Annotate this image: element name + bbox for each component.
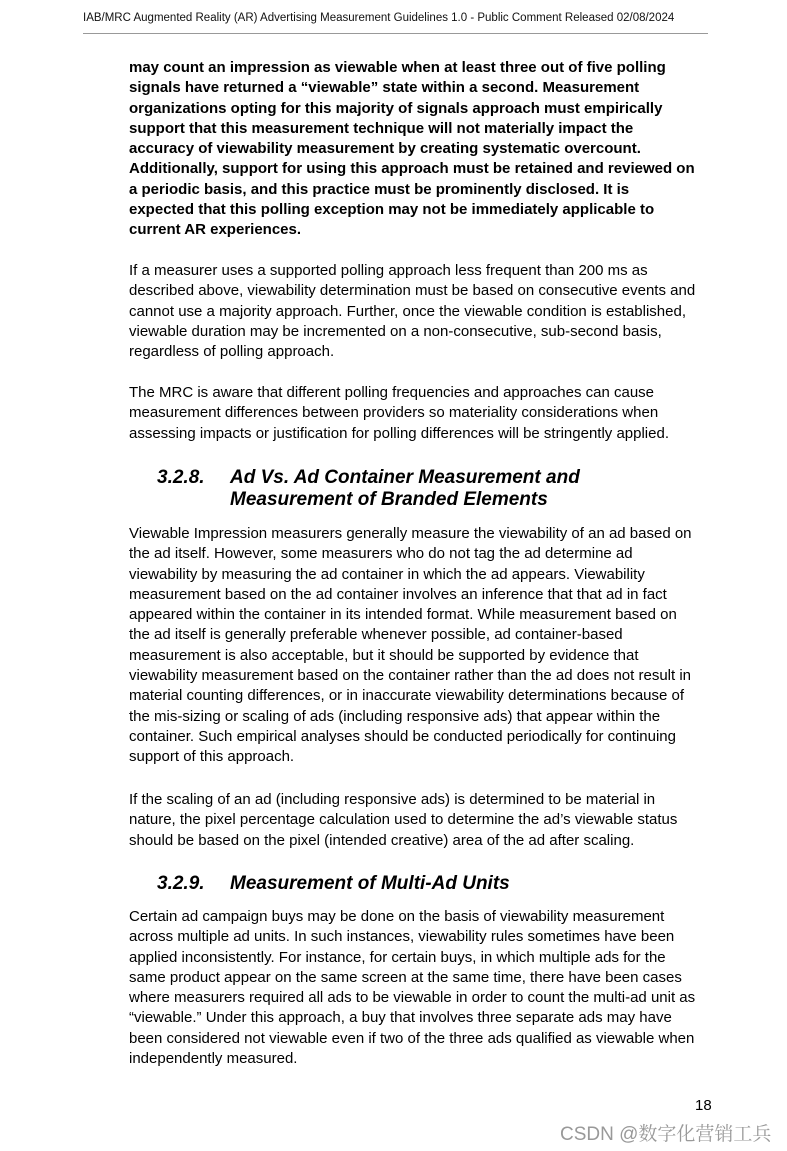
text-line: the ad itself. However, some measurers who do not tag the ad determine ad xyxy=(129,545,633,563)
text-line: nature, the pixel percentage calculation used to determine the ad’s viewable status xyxy=(129,811,678,829)
text-line: Certain ad campaign buys may be done on the basis of viewability measurement xyxy=(129,908,665,925)
text-line: same product appear on the same screen at the same time, there have been cases xyxy=(129,968,682,986)
text-line: expected that this polling exception may not be immediately applicable to xyxy=(129,201,655,219)
section-number: 3.2.9. xyxy=(157,873,205,894)
text-line: viewability measurement based on the container rather than the ad does not result in xyxy=(129,667,692,685)
text-line: If a measurer uses a supported polling approach less frequent than 200 ms as xyxy=(129,262,648,279)
text-line: assessing impacts or justification for polling differences will be stringently applied. xyxy=(129,424,669,442)
paragraph-polling-frequency xyxy=(129,261,695,362)
section-title-line: Ad Vs. Ad Container Measurement and xyxy=(230,467,580,488)
text-line: measurement is also acceptable, but it should be supported by evidence that xyxy=(129,646,639,664)
text-line: cannot use a majority approach. Further, once the viewable condition is established, xyxy=(129,302,686,320)
paragraph-mrc-aware xyxy=(129,383,669,444)
text-line: regardless of polling approach. xyxy=(129,343,335,361)
text-line: organizations opting for this majority of signals approach must empirically xyxy=(129,99,663,117)
text-line: “viewable.” Under this approach, a buy that involves three separate ads may have xyxy=(129,1009,672,1027)
text-line: a periodic basis, and this practice must be prominently disclosed. It is xyxy=(129,180,630,198)
text-line: measurement differences between providers so materiality considerations when xyxy=(129,404,659,422)
text-line: If the scaling of an ad (including responsive ads) is determined to be material in xyxy=(129,791,656,808)
section-number: 3.2.8. xyxy=(157,467,205,488)
text-line: container. Such empirical analyses should be conducted periodically for continuing xyxy=(129,727,676,745)
paragraph-polling-exception xyxy=(129,58,695,241)
text-line: viewable duration may be incremented on a non-consecutive, sub-second basis, xyxy=(129,322,662,340)
text-line: across multiple ad units. In such instances, viewability rules sometimes have been xyxy=(129,928,675,946)
watermark: CSDN @数字化营销工兵 xyxy=(560,1124,772,1145)
section-title xyxy=(230,873,510,895)
text-line: the ad itself is generally preferable whenever possible, ad container-based xyxy=(129,626,623,644)
paragraph-scaling xyxy=(129,790,677,851)
text-line: appeared within the container in its intended format. While measurement based on xyxy=(129,606,677,624)
text-line: measurement based on the ad container involves an inference that that ad in fact xyxy=(129,585,667,603)
header-rule xyxy=(83,33,708,34)
text-line: viewability by measuring the ad container in which the ad appears. Viewability xyxy=(129,565,645,583)
text-line: accuracy of viewability measurement by creating systematic overcount. xyxy=(129,140,641,158)
text-line: support of this approach. xyxy=(129,748,295,766)
section-title xyxy=(230,467,580,511)
text-line: signals have returned a “viewable” state within a second. Measurement xyxy=(129,79,640,97)
text-line: the mis-sizing or scaling of ads (including responsive ads) that appear within the xyxy=(129,707,661,725)
text-line: support that this measurement technique will not materially impact the xyxy=(129,119,634,137)
text-line: may count an impression as viewable when at least three out of five polling xyxy=(129,59,666,76)
section-title-line: Measurement of Branded Elements xyxy=(230,489,548,510)
paragraph-ad-container xyxy=(129,524,692,768)
text-line: should be based on the pixel (intended creative) area of the ad after scaling. xyxy=(129,831,635,849)
text-line: current AR experiences. xyxy=(129,221,302,239)
text-line: been considered not viewable even if two of the three ads qualified as viewable when xyxy=(129,1029,695,1047)
text-line: Viewable Impression measurers generally measure the viewability of an ad based on xyxy=(129,525,692,542)
text-line: Additionally, support for using this approach must be retained and reviewed on xyxy=(129,160,695,178)
page-number: 18 xyxy=(695,1097,712,1114)
text-line: The MRC is aware that different polling frequencies and approaches can cause xyxy=(129,384,655,401)
text-line: described above, viewability determination must be based on consecutive events and xyxy=(129,282,696,300)
section-title-line: Measurement of Multi-Ad Units xyxy=(230,873,510,894)
text-line: where measurers required all ads to be viewable in order to count the multi-ad unit as xyxy=(129,989,696,1007)
text-line: material counting differences, or in inaccurate viewability determinations because of xyxy=(129,687,685,705)
text-line: independently measured. xyxy=(129,1050,298,1068)
running-header: IAB/MRC Augmented Reality (AR) Advertising Measurement Guidelines 1.0 - Public Comment Released 02/08/2024 xyxy=(83,12,675,24)
text-line: applied inconsistently. For instance, for certain buys, in which multiple ads for the xyxy=(129,948,666,966)
paragraph-multi-ad xyxy=(129,907,695,1069)
